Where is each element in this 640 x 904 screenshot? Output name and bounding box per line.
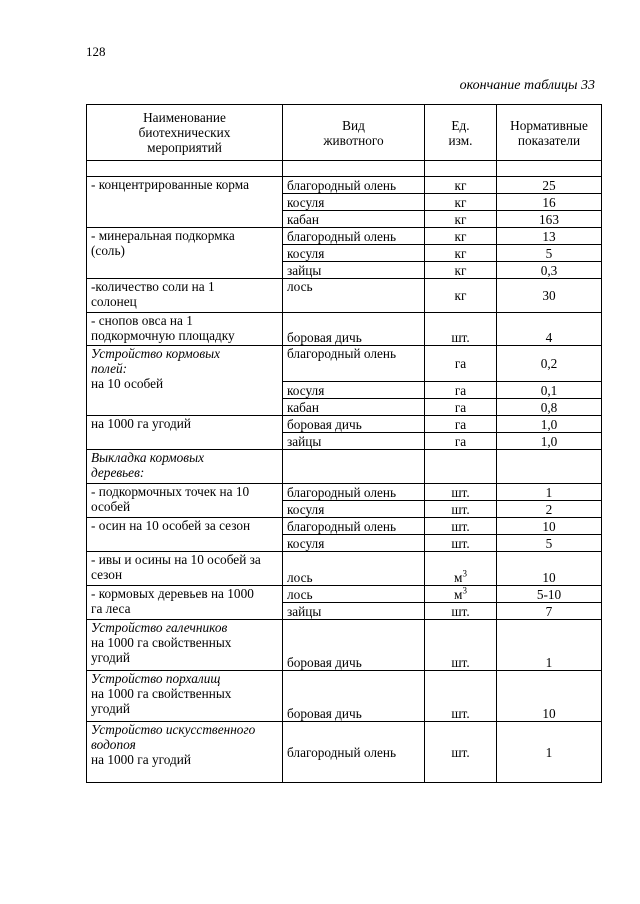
unit-cell-text: $м^3$ — [454, 585, 467, 602]
measure-cell — [87, 177, 283, 228]
norm-cell — [497, 671, 602, 722]
animal-cell-text: кабан — [287, 400, 319, 415]
measure-cell — [87, 722, 283, 783]
unit-cell — [425, 535, 497, 552]
measure-line: - снопов овса на 1 — [91, 313, 193, 328]
norm-cell-text: 1 — [545, 744, 553, 760]
norm-cell — [497, 346, 602, 382]
animal-cell-text: лось — [287, 587, 313, 602]
norm-cell — [497, 501, 602, 518]
norm-cell-text: 0,3 — [540, 263, 558, 278]
measure-cell — [87, 586, 283, 620]
animal-cell-text: боровая дичь — [287, 706, 362, 721]
table-row — [87, 586, 602, 603]
animal-cell-text: боровая дичь — [287, 417, 362, 432]
unit-cell-text: $м^3$ — [454, 568, 467, 585]
norm-cell — [497, 245, 602, 262]
unit-cell — [425, 194, 497, 211]
unit-cell-text: кг — [454, 195, 467, 210]
unit-cell — [425, 722, 497, 783]
measure-line: на 1000 га свойственных — [91, 635, 232, 650]
measure-line: деревьев: — [91, 465, 145, 480]
animal-cell — [283, 313, 425, 346]
norm-cell-text: 10 — [542, 570, 556, 585]
norm-cell — [497, 586, 602, 603]
animal-cell — [283, 262, 425, 279]
animal-cell — [283, 484, 425, 501]
norm-cell-text: 2 — [545, 502, 553, 517]
unit-cell-text: шт. — [451, 485, 470, 500]
table-row — [87, 671, 602, 722]
unit-cell-text: кг — [454, 263, 467, 278]
animal-cell-text: боровая дичь — [287, 330, 362, 345]
measure-cell — [87, 346, 283, 416]
measure-line: на 1000 га угодий — [91, 752, 191, 767]
header-line: показатели — [517, 132, 581, 148]
header-line: Наименование — [143, 110, 226, 125]
unit-cell-text: шт. — [451, 330, 470, 345]
unit-cell — [425, 382, 497, 399]
unit-cell — [425, 586, 497, 603]
animal-cell — [283, 722, 425, 783]
unit-cell — [425, 211, 497, 228]
norm-cell-text: 7 — [545, 604, 553, 619]
unit-cell-text: га — [454, 383, 467, 398]
animal-cell — [283, 245, 425, 262]
animal-cell — [283, 603, 425, 620]
unit-cell — [425, 671, 497, 722]
animal-cell — [283, 211, 425, 228]
norm-cell-text: 10 — [542, 706, 556, 721]
measure-cell — [87, 620, 283, 671]
unit-cell — [425, 399, 497, 416]
measure-line: Выкладка кормовых — [91, 450, 204, 465]
measure-line: на 10 особей — [91, 376, 164, 391]
animal-cell-text: благородный олень — [287, 178, 397, 193]
measure-line: Устройство искусственного — [91, 722, 256, 737]
norm-cell-text: 25 — [542, 178, 556, 193]
animal-cell — [283, 194, 425, 211]
table-row — [87, 228, 602, 245]
table-row — [87, 722, 602, 783]
measure-line: га леса — [91, 601, 131, 616]
measure-line: Устройство порхалищ — [91, 671, 221, 686]
animal-cell — [283, 399, 425, 416]
animal-cell — [283, 177, 425, 194]
animal-cell-text: кабан — [287, 212, 319, 227]
header-line: Ед. — [451, 117, 470, 133]
animal-cell — [283, 552, 425, 586]
table-header — [87, 105, 602, 161]
measure-line: на 1000 га угодий — [91, 416, 191, 431]
animal-cell — [283, 518, 425, 535]
animal-cell-text: благородный олень — [287, 519, 397, 534]
table-body — [87, 161, 602, 783]
unit-cell-text: га — [454, 434, 467, 449]
unit-cell — [425, 346, 497, 382]
measure-line: угодий — [91, 650, 131, 665]
animal-cell-text: косуля — [287, 383, 325, 398]
measure-line: водопоя — [91, 737, 136, 752]
unit-cell-text: шт. — [451, 536, 470, 551]
unit-cell — [425, 279, 497, 313]
header-line: биотехнических — [138, 125, 231, 140]
norm-cell-text: 4 — [545, 330, 553, 345]
animal-cell-text: лось — [287, 279, 313, 294]
animal-cell — [283, 161, 425, 177]
animal-cell-text: косуля — [287, 536, 325, 551]
animal-cell — [283, 433, 425, 450]
animal-cell — [283, 450, 425, 484]
norm-cell — [497, 484, 602, 501]
measure-cell — [87, 416, 283, 450]
norm-cell-text: 1 — [545, 485, 553, 500]
unit-cell-text: шт. — [451, 655, 470, 670]
unit-cell-text: кг — [454, 212, 467, 227]
norm-cell-text: 163 — [539, 212, 559, 227]
animal-cell-text: лось — [287, 570, 313, 585]
unit-cell-text: шт. — [451, 519, 470, 534]
measure-cell — [87, 161, 283, 177]
unit-cell-text: га — [454, 400, 467, 415]
norm-cell — [497, 620, 602, 671]
norm-cell-text: 5-10 — [536, 587, 562, 602]
norm-cell — [497, 279, 602, 313]
unit-cell — [425, 501, 497, 518]
animal-cell — [283, 586, 425, 603]
unit-cell-text: кг — [454, 178, 467, 193]
norms-table — [86, 104, 602, 783]
table-row — [87, 161, 602, 177]
measure-cell — [87, 671, 283, 722]
norm-cell-text: 0,2 — [540, 356, 558, 371]
unit-cell — [425, 433, 497, 450]
norm-cell-text: 1 — [545, 655, 553, 670]
page-number: 128 — [86, 44, 106, 59]
measure-line: - минеральная подкормка — [91, 228, 235, 243]
animal-cell — [283, 382, 425, 399]
animal-cell-text: благородный олень — [287, 744, 397, 760]
table-row — [87, 279, 602, 313]
measure-line: - подкормочных точек на 10 — [91, 484, 250, 499]
unit-cell — [425, 603, 497, 620]
unit-cell — [425, 552, 497, 586]
table-row — [87, 620, 602, 671]
norm-cell — [497, 552, 602, 586]
measure-cell — [87, 552, 283, 586]
unit-cell-text: га — [454, 417, 467, 432]
table-row — [87, 177, 602, 194]
measure-line: полей: — [91, 361, 128, 376]
table-row — [87, 552, 602, 586]
unit-cell — [425, 245, 497, 262]
measure-line: (соль) — [91, 243, 125, 258]
animal-cell — [283, 228, 425, 245]
header-animal — [283, 105, 425, 161]
header-line: Вид — [342, 117, 365, 133]
unit-cell — [425, 518, 497, 535]
norm-cell — [497, 603, 602, 620]
unit-superscript: 3 — [462, 568, 467, 579]
measure-line: - ивы и осины на 10 особей за — [91, 552, 261, 567]
unit-cell — [425, 313, 497, 346]
measure-line: солонец — [91, 294, 137, 309]
unit-cell — [425, 416, 497, 433]
unit-cell — [425, 262, 497, 279]
unit-cell-text: кг — [454, 246, 467, 261]
norm-cell-text: 13 — [542, 229, 556, 244]
measure-line: особей — [91, 499, 131, 514]
norm-cell-text: 16 — [542, 195, 556, 210]
norm-cell-text: 10 — [542, 519, 556, 534]
norm-cell — [497, 161, 602, 177]
norm-cell-text: 5 — [545, 536, 553, 551]
table-row — [87, 484, 602, 501]
header-unit — [425, 105, 497, 161]
animal-cell — [283, 416, 425, 433]
measure-cell — [87, 484, 283, 518]
measure-cell — [87, 450, 283, 484]
measure-line: угодий — [91, 701, 131, 716]
norm-cell-text: 1,0 — [540, 417, 558, 432]
unit-cell — [425, 228, 497, 245]
norm-cell-text: 0,1 — [540, 383, 558, 398]
unit-cell — [425, 620, 497, 671]
animal-cell — [283, 671, 425, 722]
norm-cell — [497, 177, 602, 194]
norm-cell — [497, 313, 602, 346]
animal-cell-text: зайцы — [287, 604, 322, 619]
animal-cell-text: благородный олень — [287, 346, 397, 361]
header-norms — [497, 105, 602, 161]
unit-cell-text: кг — [454, 288, 467, 303]
table-row — [87, 450, 602, 484]
unit-cell — [425, 484, 497, 501]
animal-cell-text: косуля — [287, 502, 325, 517]
animal-cell-text: зайцы — [287, 263, 322, 278]
norm-cell — [497, 535, 602, 552]
norm-cell-text: 5 — [545, 246, 553, 261]
header-line: мероприятий — [147, 140, 222, 155]
norm-cell — [497, 228, 602, 245]
measure-line: -количество соли на 1 — [91, 279, 215, 294]
table-continuation-caption: окончание таблицы 33 — [459, 78, 595, 93]
norm-cell — [497, 211, 602, 228]
norm-cell — [497, 399, 602, 416]
unit-cell-text: шт. — [451, 502, 470, 517]
norm-cell — [497, 722, 602, 783]
table-row — [87, 518, 602, 535]
norm-cell — [497, 262, 602, 279]
measure-line: на 1000 га свойственных — [91, 686, 232, 701]
unit-cell — [425, 450, 497, 484]
unit-cell-text: шт. — [451, 744, 470, 760]
norm-cell — [497, 433, 602, 450]
unit-cell — [425, 161, 497, 177]
unit-cell-text: кг — [454, 229, 467, 244]
header-row — [87, 105, 602, 161]
measure-cell — [87, 313, 283, 346]
header-line: Нормативные — [510, 117, 588, 133]
measure-line: - кормовых деревьев на 1000 — [91, 586, 254, 601]
measure-line: Устройство кормовых — [91, 346, 221, 361]
norm-cell — [497, 450, 602, 484]
measure-line: сезон — [91, 567, 123, 582]
animal-cell — [283, 535, 425, 552]
animal-cell-text: косуля — [287, 246, 325, 261]
measure-line: - концентрированные корма — [91, 177, 249, 192]
table-row — [87, 346, 602, 382]
measure-cell — [87, 279, 283, 313]
unit-cell-text: шт. — [451, 604, 470, 619]
unit-cell-text: шт. — [451, 706, 470, 721]
header-line: изм. — [448, 132, 473, 148]
norm-cell-text: 1,0 — [540, 434, 558, 449]
measure-line: - осин на 10 особей за сезон — [91, 518, 251, 533]
table-row — [87, 416, 602, 433]
unit-cell — [425, 177, 497, 194]
norm-cell — [497, 382, 602, 399]
norm-cell-text: 0,8 — [540, 400, 558, 415]
animal-cell — [283, 346, 425, 382]
animal-cell-text: благородный олень — [287, 485, 397, 500]
animal-cell — [283, 501, 425, 518]
measure-line: подкормочную площадку — [91, 328, 235, 343]
header-measures — [87, 105, 283, 161]
animal-cell — [283, 279, 425, 313]
unit-superscript: 3 — [462, 585, 467, 596]
table-row — [87, 313, 602, 346]
norm-cell — [497, 416, 602, 433]
norm-cell — [497, 518, 602, 535]
animal-cell — [283, 620, 425, 671]
measure-line: Устройство галечников — [91, 620, 228, 635]
unit-cell-text: га — [454, 356, 467, 371]
norm-cell-text: 30 — [542, 288, 556, 303]
animal-cell-text: боровая дичь — [287, 655, 362, 670]
animal-cell-text: благородный олень — [287, 229, 397, 244]
animal-cell-text: косуля — [287, 195, 325, 210]
measure-cell — [87, 518, 283, 552]
norm-cell — [497, 194, 602, 211]
header-line: животного — [323, 132, 384, 148]
measure-cell — [87, 228, 283, 279]
animal-cell-text: зайцы — [287, 434, 322, 449]
